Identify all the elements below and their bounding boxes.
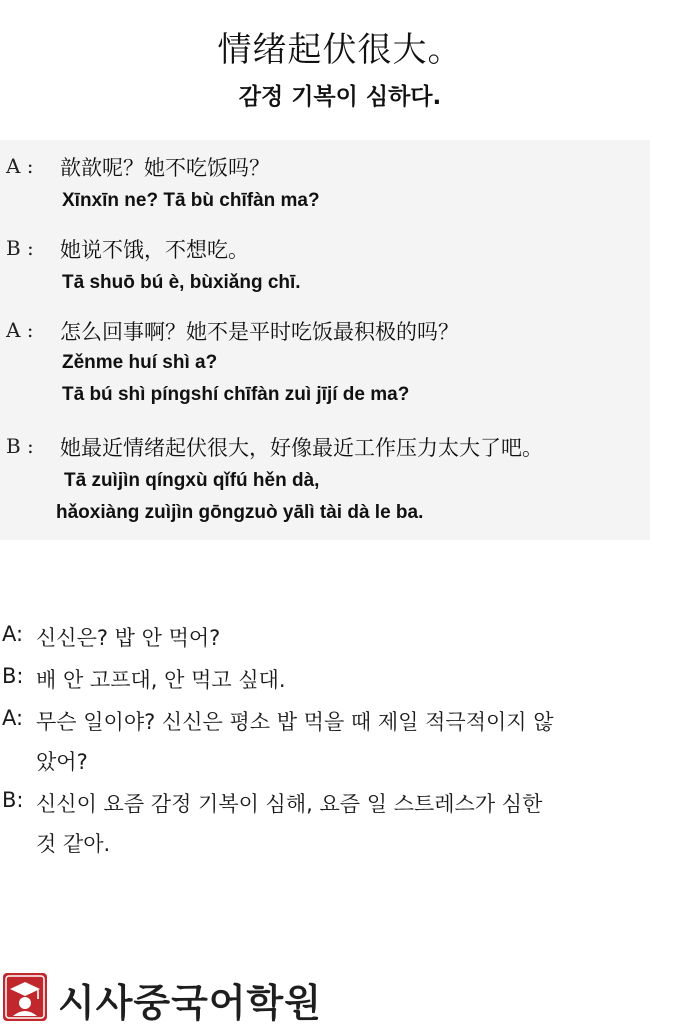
academy-logo — [0, 970, 400, 1024]
pinyin-line: Tā zuìjìn qíngxù qǐfú hěn dà, — [64, 470, 320, 491]
pinyin-line: hǎoxiàng zuìjìn gōngzuò yālì tài dà le ba. — [56, 502, 424, 523]
hanzi-line: 她最近情绪起伏很大，好像最近工作压力太大了吧。 — [60, 436, 543, 460]
speaker-label: A: — [2, 622, 24, 646]
speaker-label: B : — [6, 434, 34, 458]
page-title-korean: 감정 기복이 심하다. — [238, 84, 442, 110]
speaker-label: A: — [2, 706, 24, 730]
graduation-emblem-icon — [2, 972, 48, 1022]
pinyin-line: Tā bú shì píngshí chīfàn zuì jījí de ma? — [62, 384, 410, 405]
speaker-label: B: — [2, 664, 24, 688]
korean-line: 무슨 일이야? 신신은 평소 밥 먹을 때 제일 적극적이지 않 — [36, 710, 554, 734]
pinyin-line: Tā shuō bú è, bùxiǎng chī. — [62, 272, 301, 293]
korean-line: 신신이 요즘 감정 기복이 심해, 요즘 일 스트레스가 심한 — [36, 792, 543, 816]
hanzi-line: 怎么回事啊？她不是平时吃饭最积极的吗？ — [60, 320, 459, 344]
pinyin-line: Xīnxīn ne? Tā bù chīfàn ma? — [62, 190, 320, 211]
page-title-chinese: 情绪起伏很大。 — [217, 30, 463, 70]
korean-line: 배 안 고프대, 안 먹고 싶대. — [36, 668, 286, 692]
korean-line: 신신은? 밥 안 먹어? — [36, 626, 221, 650]
korean-line-continuation: 았어? — [36, 750, 88, 774]
academy-name: 시사중국어학원 — [58, 981, 322, 1025]
pinyin-line: Zěnme huí shì a? — [62, 352, 218, 373]
chinese-dialog — [0, 140, 650, 540]
hanzi-line: 她说不饿，不想吃。 — [60, 238, 249, 262]
speaker-label: B : — [6, 236, 34, 260]
hanzi-line: 歆歆呢？她不吃饭吗？ — [60, 156, 270, 180]
speaker-label: B: — [2, 788, 24, 812]
korean-line-continuation: 것 같아. — [36, 832, 111, 856]
speaker-label: A : — [6, 318, 34, 342]
speaker-label: A : — [6, 154, 34, 178]
